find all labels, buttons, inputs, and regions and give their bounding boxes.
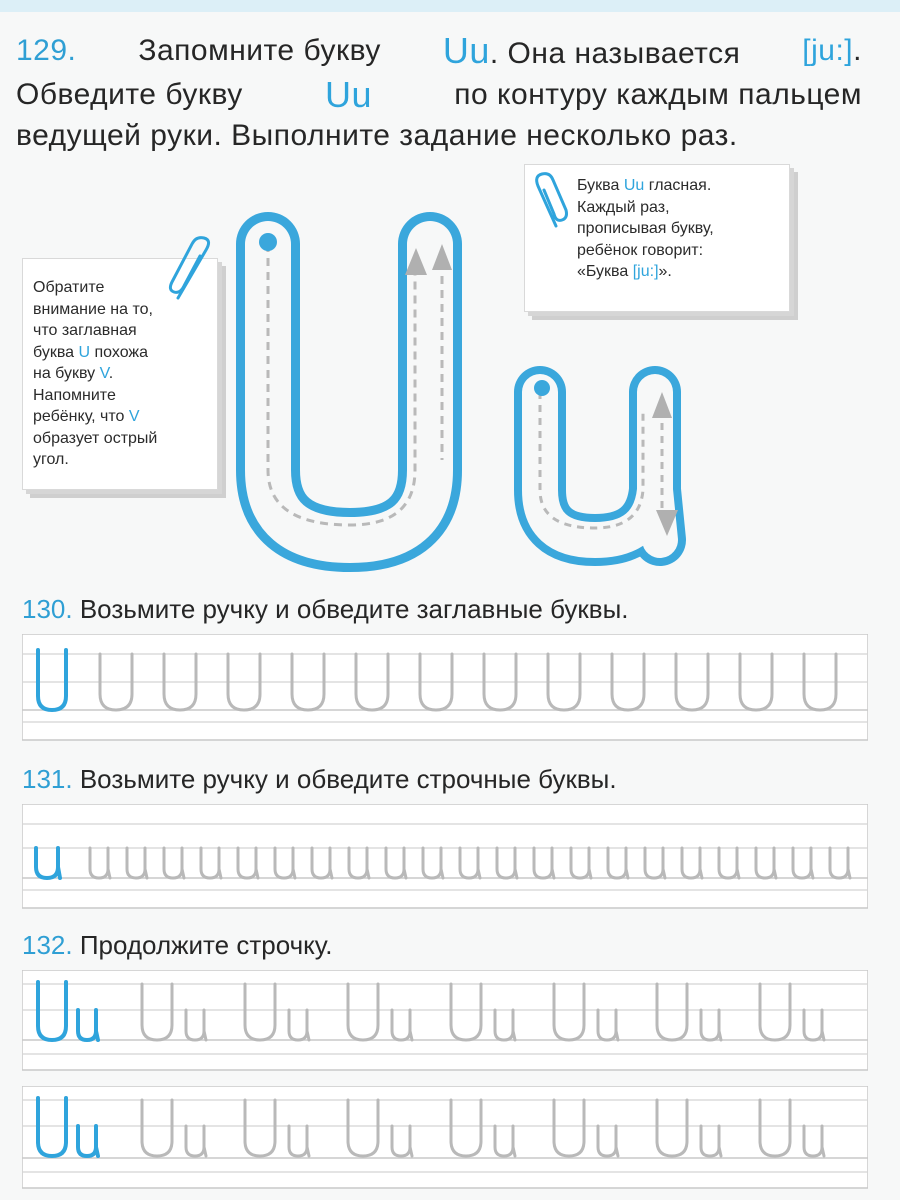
note-left-text: ребёнку, что — [33, 408, 129, 425]
writing-lines-132b — [22, 1086, 868, 1190]
note-left-text: похожа — [90, 343, 149, 361]
task-129-part5: по контуру каждым пальцем — [454, 78, 862, 111]
task-129-part3: . — [853, 34, 862, 67]
task-130-number: 130. — [22, 594, 73, 624]
capital-u-start-dot — [259, 233, 277, 251]
task-130-heading — [22, 594, 629, 625]
task-132-heading — [22, 930, 332, 961]
task-129-number: 129. — [16, 34, 77, 67]
note-left-line: образует острый — [33, 429, 158, 447]
task-129-part2: . Она называется — [489, 37, 741, 70]
task-129-letter1: Uu — [442, 30, 490, 71]
note-left-letter-v: V — [99, 365, 109, 382]
task-130-text: Возьмите ручку и обведите заглавные буквы. — [79, 594, 629, 624]
task-129-letter2: Uu — [325, 74, 373, 115]
note-left-line: Обратите — [33, 279, 105, 296]
task-129-part6: ведущей руки. Выполните задание несколько раз. — [16, 119, 738, 152]
task-129-part1: Запомните букву — [138, 34, 381, 67]
note-left-text: на букву — [33, 365, 100, 382]
note-left-text: . — [108, 365, 114, 382]
task-129-part4: Обведите букву — [16, 78, 243, 111]
note-right-text: «Буква — [577, 263, 633, 280]
note-right-text: Буква — [577, 177, 624, 194]
note-right-line: ребёнок говорит: — [577, 241, 704, 259]
note-right-letter: Uu — [623, 177, 645, 194]
note-right-text: ». — [658, 263, 672, 280]
writing-lines-131 — [22, 804, 868, 910]
task-132-number: 132. — [22, 930, 73, 960]
note-left-letter-u: U — [78, 343, 91, 361]
task-131-heading — [22, 764, 617, 795]
note-left-text: буква — [33, 343, 79, 361]
writing-lines-130 — [22, 634, 868, 742]
note-left-line: что заглавная — [33, 322, 137, 339]
note-left-line: угол. — [33, 451, 69, 468]
note-left-line: внимание на то, — [33, 300, 153, 318]
note-left-line: Напомните — [33, 386, 116, 404]
task-131-number: 131. — [22, 764, 73, 794]
task-129-transcription: [ju:] — [802, 34, 854, 67]
lowercase-u-start-dot — [534, 380, 550, 396]
note-right-line: прописывая букву, — [577, 220, 714, 237]
note-left-letter-v: V — [128, 408, 140, 425]
note-right-text: гласная. — [644, 177, 712, 194]
writing-lines-132a — [22, 970, 868, 1072]
task-131-text: Возьмите ручку и обведите строчные буквы. — [79, 764, 617, 794]
note-right-line: Каждый раз, — [577, 198, 670, 216]
task-132-text: Продолжите строчку. — [79, 930, 333, 960]
note-right-transcription: [ju:] — [632, 263, 659, 280]
